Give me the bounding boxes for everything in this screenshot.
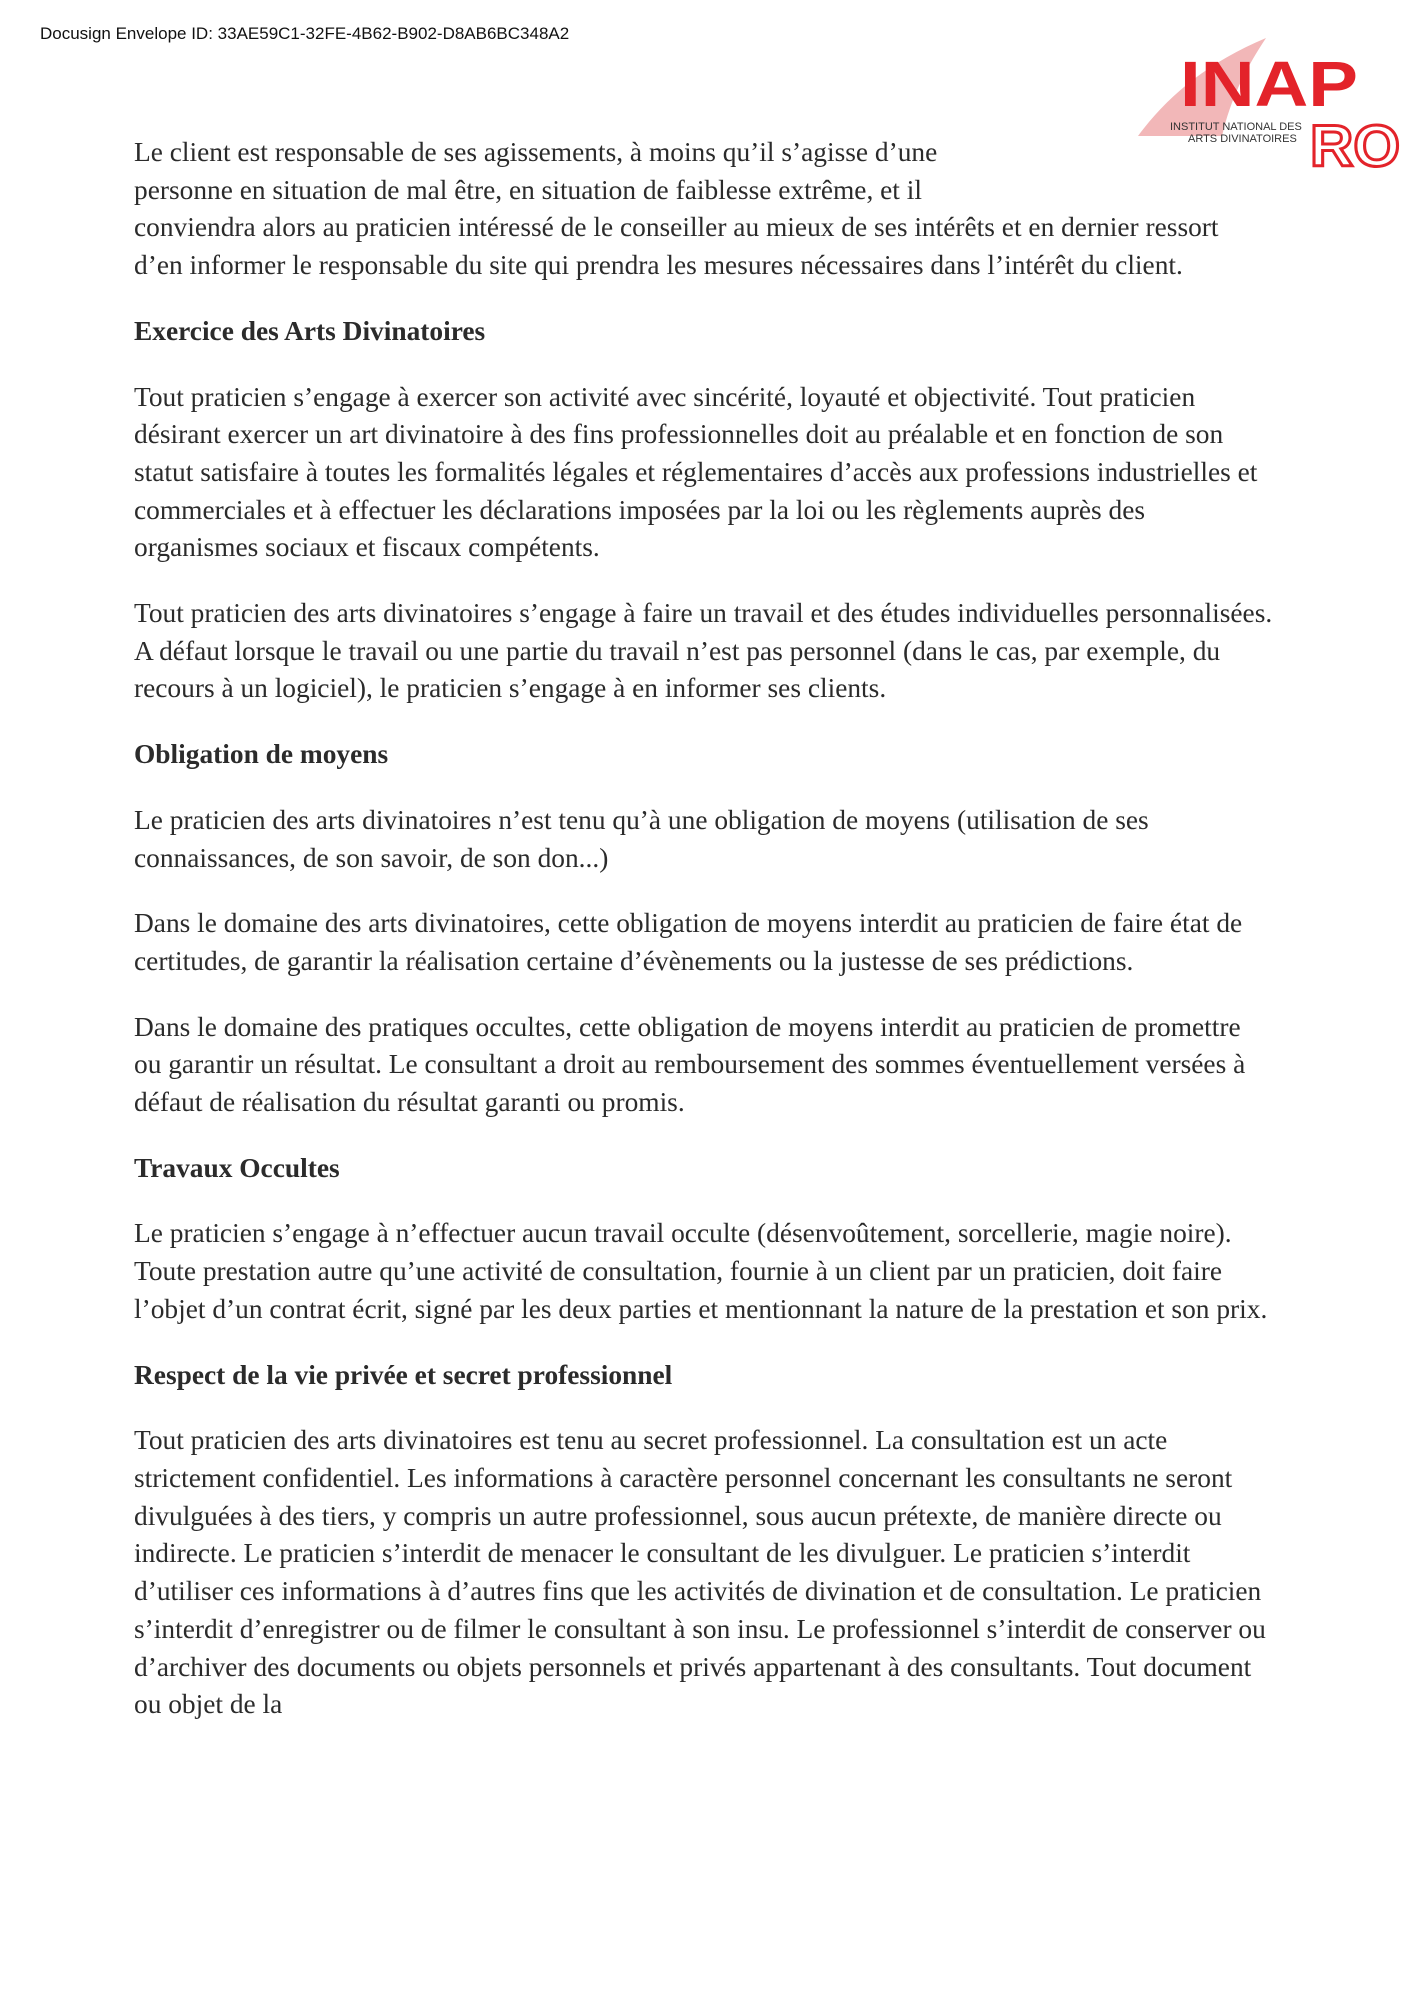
logo-subtitle-line2: ARTS DIVINATOIRES xyxy=(1188,133,1297,145)
paragraph-exercice-2: Tout praticien des arts divinatoires s’engage à faire un travail et des études individuelles personnalisées. A défaut lorsque le travail ou une partie du travail n’est pas personnel (dans le cas, par exemple, du recours à un logiciel), le praticien s’engage à en informer ses clients. xyxy=(134,598,1273,704)
paragraph-obligation-1: Le praticien des arts divinatoires n’est tenu qu’à une obligation de moyens (utilisation de ses connaissances, de son savoir, de son don...) xyxy=(134,804,1149,873)
heading-vie-privee: Respect de la vie privée et secret professionnel xyxy=(134,1359,673,1390)
logo-letters-ro: RO xyxy=(1310,114,1400,174)
paragraph-exercice-1: Tout praticien s’engage à exercer son activité avec sincérité, loyauté et objectivité. Tout praticien désirant exercer un art divinatoire à des fins professionnelles doit au préalable et en fonction de son statut satisfaire à toutes les formalités légales et réglementaires d’accès aux professions industrielles et commerciales et à effectuer les déclarations imposées par la loi ou les règlements auprès des organismes sociaux et fiscaux compétents. xyxy=(134,381,1258,563)
heading-obligation: Obligation de moyens xyxy=(134,739,389,770)
paragraph-obligation-3: Dans le domaine des pratiques occultes, cette obligation de moyens interdit au praticien de promettre ou garantir un résultat. Le consultant a droit au remboursement des sommes éventuellement versées à défaut de réalisation du résultat garanti ou promis. xyxy=(134,1011,1246,1118)
paragraph-travaux-1: Le praticien s’engage à n’effectuer aucun travail occulte (désenvoûtement, sorcellerie, magie noire). Toute prestation autre qu’une activité de consultation, fournie à un client par un praticien, doit faire l’objet d’un contrat écrit, signé par les deux parties et mentionnant la nature de la prestation et son prix. xyxy=(134,1218,1268,1324)
paragraph-obligation-2: Dans le domaine des arts divinatoires, cette obligation de moyens interdit au praticien de faire état de certitudes, de garantir la réalisation certaine d’évènements ou la justesse de ses prédictions. xyxy=(134,908,1243,976)
intro-line-2: personne en situation de mal être, en situation de faiblesse extrême, et il xyxy=(134,174,922,205)
heading-travaux: Travaux Occultes xyxy=(134,1152,340,1183)
intro-paragraph xyxy=(134,134,1219,285)
document-body xyxy=(134,134,1274,1752)
logo-letters-inap: INAP xyxy=(1180,48,1358,120)
intro-line-1: Le client est responsable de ses agissements, à moins qu’il s’agisse d’une xyxy=(134,137,938,167)
docusign-envelope-id: Docusign Envelope ID: 33AE59C1-32FE-4B62-B902-D8AB6BC348A2 xyxy=(40,24,570,43)
logo-subtitle-line1: INSTITUT NATIONAL DES xyxy=(1170,121,1302,133)
paragraph-vie-privee-1: Tout praticien des arts divinatoires est tenu au secret professionnel. La consultation est un acte strictement confidentiel. Les informations à caractère personnel concernant les consultants ne seront divulguées à des tiers, y compris un autre professionnel, sous aucun prétexte, de manière directe ou indirecte. Le praticien s’interdit de menacer le consultant de les divulguer. Le praticien s’interdit d’utiliser ces informations à d’autres fins que les activités de divination et de consultation. Le praticien s’interdit d’enregistrer ou de filmer le consultant à son insu. Le professionnel s’interdit de conserver ou d’archiver des documents ou objets personnels et privés appartenant à des consultants. Tout document ou objet de la xyxy=(134,1425,1266,1720)
heading-exercice: Exercice des Arts Divinatoires xyxy=(134,315,486,346)
intro-rest: conviendra alors au praticien intéressé de le conseiller au mieux de ses intérêts et en dernier ressort d’en informer le responsable du site qui prendra les mesures nécessaires dans l’intérêt du client. xyxy=(134,212,1219,281)
